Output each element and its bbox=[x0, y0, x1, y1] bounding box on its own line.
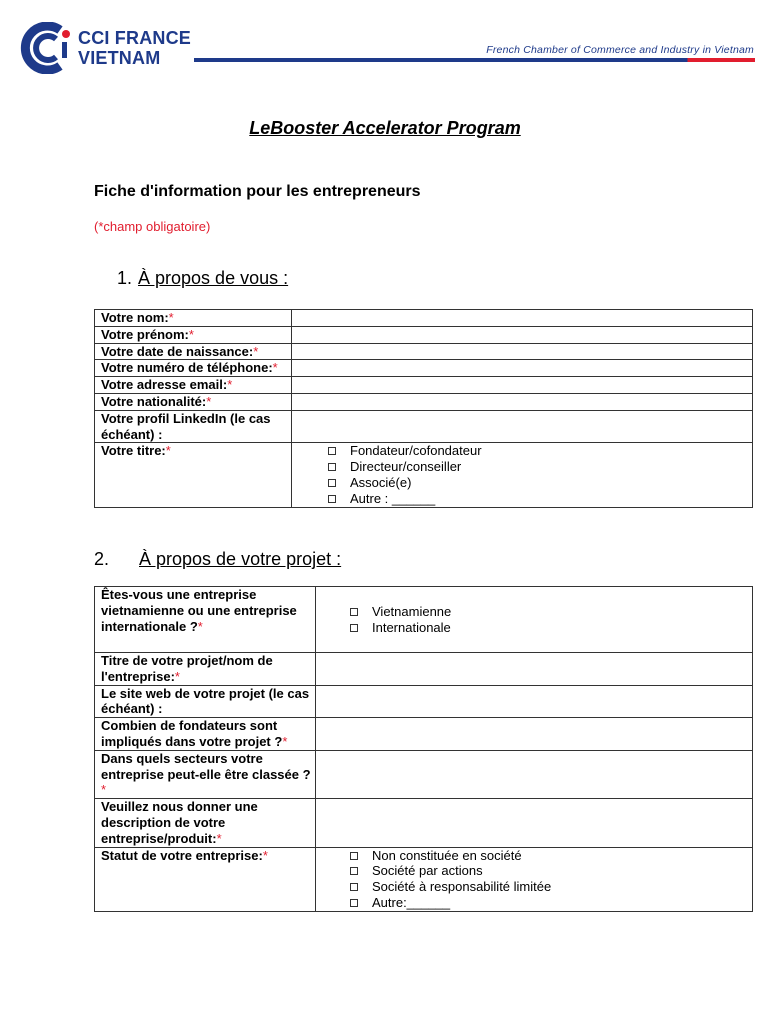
cci-logo-mark-icon bbox=[20, 22, 76, 74]
table-row bbox=[95, 718, 753, 751]
checkbox-option[interactable]: Autre:______ bbox=[350, 895, 752, 911]
checkbox-icon[interactable] bbox=[350, 624, 358, 632]
section-1-number: 1. bbox=[117, 268, 133, 288]
section-1-heading bbox=[117, 268, 288, 289]
input-site-web[interactable] bbox=[316, 685, 753, 718]
titre-options bbox=[292, 443, 753, 507]
about-project-table bbox=[94, 586, 753, 912]
field-label-email: Votre adresse email:* bbox=[95, 377, 292, 394]
checkbox-option[interactable]: Fondateur/cofondateur bbox=[328, 443, 752, 459]
field-label-secteurs: Dans quels secteurs votre entreprise peut-elle être classée ?* bbox=[95, 750, 316, 798]
section-2-heading bbox=[94, 549, 341, 570]
field-label-titre-projet: Titre de votre projet/nom de l'entreprise:* bbox=[95, 653, 316, 686]
table-row bbox=[95, 377, 753, 394]
table-row bbox=[95, 587, 753, 653]
section-1-title: À propos de vous : bbox=[138, 268, 289, 288]
input-linkedin[interactable] bbox=[292, 410, 753, 443]
field-label-nom: Votre nom:* bbox=[95, 310, 292, 327]
table-row bbox=[95, 360, 753, 377]
table-row bbox=[95, 653, 753, 686]
table-row bbox=[95, 310, 753, 327]
checkbox-icon[interactable] bbox=[328, 495, 336, 503]
checkbox-option[interactable]: Vietnamienne bbox=[350, 604, 752, 620]
logo-line-2: VIETNAM bbox=[78, 48, 161, 68]
form-subtitle: Fiche d'information pour les entrepreneurs bbox=[94, 183, 421, 200]
required-field-note: (*champ obligatoire) bbox=[94, 219, 211, 234]
input-description[interactable] bbox=[316, 799, 753, 847]
input-email[interactable] bbox=[292, 377, 753, 394]
checkbox-option[interactable]: Directeur/conseiller bbox=[328, 459, 752, 475]
checkbox-icon[interactable] bbox=[328, 463, 336, 471]
checkbox-option[interactable]: Autre : ______ bbox=[328, 491, 752, 507]
input-telephone[interactable] bbox=[292, 360, 753, 377]
input-nom[interactable] bbox=[292, 310, 753, 327]
input-nationalite[interactable] bbox=[292, 393, 753, 410]
field-label-fondateurs: Combien de fondateurs sont impliqués dans votre projet ?* bbox=[95, 718, 316, 751]
field-label-date-naissance: Votre date de naissance:* bbox=[95, 343, 292, 360]
header-divider bbox=[194, 58, 755, 62]
type-entreprise-options bbox=[316, 587, 753, 653]
field-label-telephone: Votre numéro de téléphone:* bbox=[95, 360, 292, 377]
checkbox-icon[interactable] bbox=[328, 479, 336, 487]
logo-wordmark bbox=[78, 28, 191, 68]
checkbox-option[interactable]: Société par actions bbox=[350, 863, 752, 879]
checkbox-icon[interactable] bbox=[350, 867, 358, 875]
table-row bbox=[95, 410, 753, 443]
input-fondateurs[interactable] bbox=[316, 718, 753, 751]
field-label-titre: Votre titre:* bbox=[95, 443, 292, 507]
section-2-title: À propos de votre projet : bbox=[139, 549, 342, 569]
document-title: LeBooster Accelerator Program bbox=[249, 118, 521, 138]
statut-options bbox=[316, 847, 753, 911]
cci-logo bbox=[20, 22, 200, 74]
field-label-nationalite: Votre nationalité:* bbox=[95, 393, 292, 410]
checkbox-icon[interactable] bbox=[350, 852, 358, 860]
checkbox-option[interactable]: Internationale bbox=[350, 620, 752, 636]
logo-line-1: CCI FRANCE bbox=[78, 28, 191, 48]
checkbox-icon[interactable] bbox=[328, 447, 336, 455]
table-row bbox=[95, 685, 753, 718]
table-row bbox=[95, 326, 753, 343]
field-label-prenom: Votre prénom:* bbox=[95, 326, 292, 343]
field-label-description: Veuillez nous donner une description de votre entreprise/produit:* bbox=[95, 799, 316, 847]
input-secteurs[interactable] bbox=[316, 750, 753, 798]
input-prenom[interactable] bbox=[292, 326, 753, 343]
checkbox-option[interactable]: Non constituée en société bbox=[350, 848, 752, 864]
about-you-table bbox=[94, 309, 753, 508]
table-row bbox=[95, 750, 753, 798]
checkbox-option[interactable]: Associé(e) bbox=[328, 475, 752, 491]
field-label-statut: Statut de votre entreprise:* bbox=[95, 847, 316, 911]
table-row bbox=[95, 443, 753, 507]
checkbox-icon[interactable] bbox=[350, 899, 358, 907]
input-date-naissance[interactable] bbox=[292, 343, 753, 360]
field-label-site-web: Le site web de votre projet (le cas échéant) : bbox=[95, 685, 316, 718]
checkbox-icon[interactable] bbox=[350, 883, 358, 891]
input-titre-projet[interactable] bbox=[316, 653, 753, 686]
field-label-linkedin: Votre profil LinkedIn (le cas échéant) : bbox=[95, 410, 292, 443]
table-row bbox=[95, 393, 753, 410]
table-row bbox=[95, 343, 753, 360]
checkbox-icon[interactable] bbox=[350, 608, 358, 616]
checkbox-option[interactable]: Société à responsabilité limitée bbox=[350, 879, 752, 895]
section-2-number: 2. bbox=[94, 549, 110, 569]
table-row bbox=[95, 847, 753, 911]
header-tagline: French Chamber of Commerce and Industry in Vietnam bbox=[486, 44, 754, 56]
field-label-type-entreprise: Êtes-vous une entreprise vietnamienne ou une entreprise internationale ?* bbox=[95, 587, 316, 653]
table-row bbox=[95, 799, 753, 847]
